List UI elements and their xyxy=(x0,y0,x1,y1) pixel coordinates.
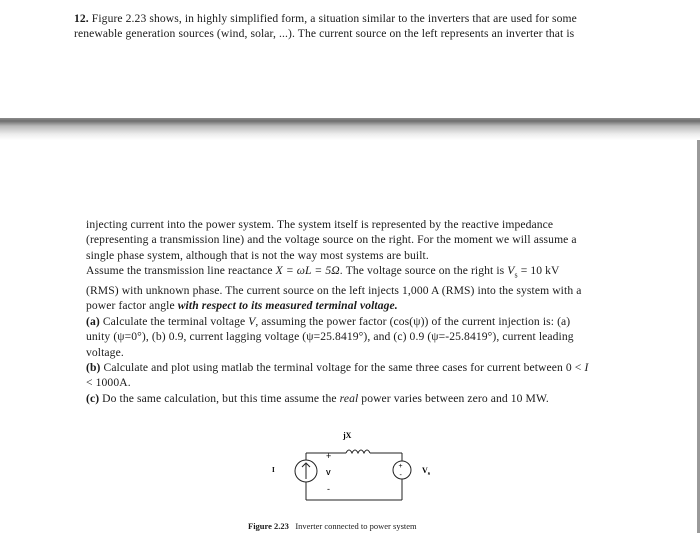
caption-number: Figure 2.23 xyxy=(248,521,289,531)
source-voltage-subscript: s xyxy=(427,471,431,477)
qb-line-2: < 1000A. xyxy=(86,376,131,390)
p2-text-d: power factor angle xyxy=(86,299,178,313)
p2-line-2: (RMS) with unknown phase. The current source on the left injects 1,000 A (RMS) into the system with a xyxy=(86,283,582,297)
qa-line-3: voltage. xyxy=(86,345,124,359)
qc-text-a: Do the same calculation, but this time assume the xyxy=(99,391,340,405)
i-symbol: I xyxy=(584,360,589,374)
qa-line-2: unity (ψ=0°), (b) 0.9, current lagging voltage (ψ=25.8419°), and (c) 0.9 (ψ=-25.8419°), current leading xyxy=(86,330,574,344)
current-label: I xyxy=(272,466,275,474)
source-plus-sign: + xyxy=(398,463,403,470)
v-symbol: V xyxy=(248,314,256,328)
image-divider xyxy=(0,118,700,140)
problem-number: 12. xyxy=(74,12,89,25)
problem-body xyxy=(86,217,622,406)
intro-line-2: renewable generation sources (wind, solar, ...). The current source on the left represents an inverter that is xyxy=(74,27,575,41)
qb-text-a: Calculate and plot using matlab the terminal voltage for the same three cases for current between 0 < xyxy=(100,360,585,374)
qa-text-b: , assuming the power factor (cos(ψ)) of the current injection is: (a) xyxy=(255,314,571,328)
minus-sign: - xyxy=(327,484,330,494)
qa-line-1 xyxy=(86,314,622,329)
vs-subscript: s xyxy=(514,270,518,280)
p2-line-1 xyxy=(86,263,622,283)
qc-label: (c) xyxy=(86,391,100,405)
p1-line-2: (representing a transmission line) and the voltage source on the right. For the moment we will assume a xyxy=(86,233,577,247)
real-emphasis: real xyxy=(339,391,359,405)
source-minus-sign: - xyxy=(399,472,402,479)
vs-symbol: V xyxy=(507,264,515,278)
p1-line-3: single phase system, although that is not the way most systems are built. xyxy=(86,248,429,262)
qa-text-a: Calculate the terminal voltage xyxy=(99,314,249,328)
qc-line xyxy=(86,391,622,406)
p2-line-3 xyxy=(86,298,622,313)
source-voltage-label xyxy=(422,466,431,477)
plus-sign: + xyxy=(326,451,332,461)
reactance-equation: X = ωL = 5Ω xyxy=(275,264,340,278)
qb-line-1 xyxy=(86,360,622,375)
p2-text-c: = 10 kV xyxy=(517,264,560,278)
terminal-voltage-label: V xyxy=(326,470,331,477)
intro-text-1: Figure 2.23 shows, in highly simplified form, a situation similar to the inverters that are used for some xyxy=(91,12,577,25)
p1-line-1: injecting current into the power system. The system itself is represented by the reactive impedance xyxy=(86,218,554,231)
intro-line-1 xyxy=(74,11,620,26)
source-voltage-symbol: V xyxy=(422,466,428,475)
inductor-symbol xyxy=(346,450,370,453)
qb-label: (b) xyxy=(86,360,101,374)
reactance-label: jX xyxy=(343,431,352,440)
problem-intro xyxy=(74,11,620,42)
top-image-region xyxy=(0,0,700,118)
qa-label: (a) xyxy=(86,314,100,328)
p2-text-a: Assume the transmission line reactance xyxy=(86,264,276,278)
p2-emphasis: with respect to its measured terminal voltage. xyxy=(177,299,398,313)
qc-text-b: power varies between zero and 10 MW. xyxy=(358,391,549,405)
figure-caption xyxy=(248,521,417,531)
inverter-circuit-diagram xyxy=(250,420,450,505)
p2-text-b: . The voltage source on the right is xyxy=(339,264,508,278)
caption-text: Inverter connected to power system xyxy=(295,521,417,531)
